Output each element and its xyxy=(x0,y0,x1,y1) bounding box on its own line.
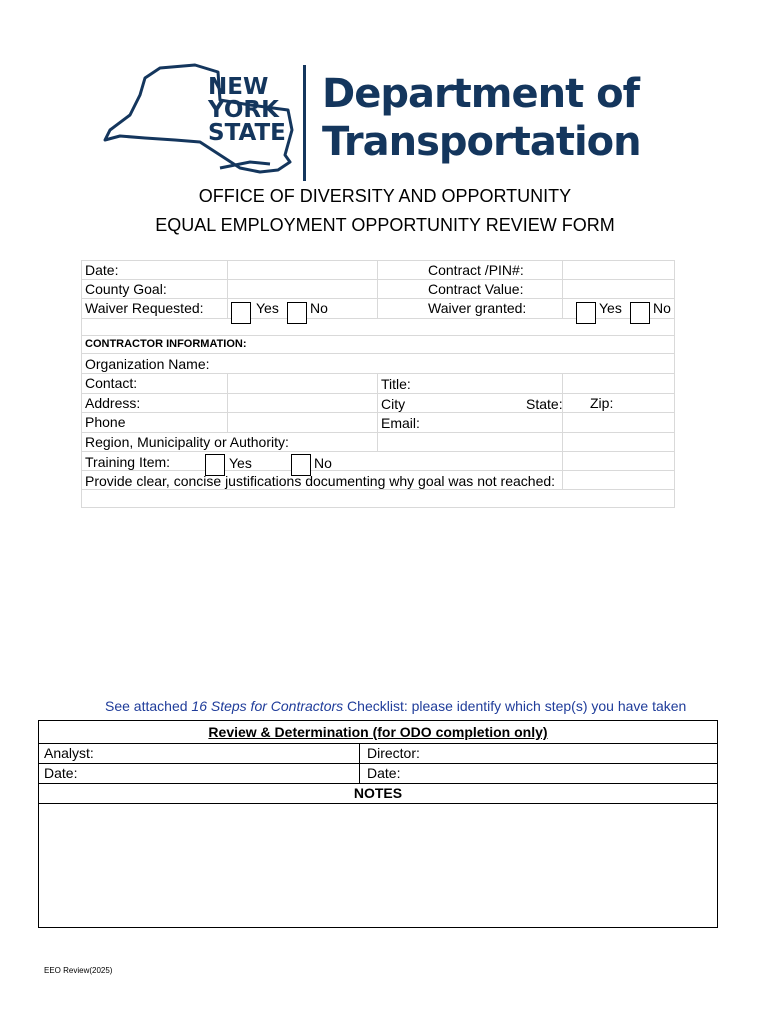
nys-word-1: NEW xyxy=(208,74,269,100)
nys-word-3: STATE xyxy=(208,120,286,146)
title-label: Title: xyxy=(381,376,411,392)
steps-note-prefix: See attached xyxy=(105,698,192,714)
form-title-line-2: EQUAL EMPLOYMENT OPPORTUNITY REVIEW FORM xyxy=(155,215,615,235)
training-item-label: Training Item: xyxy=(85,454,171,470)
nys-word-2: YORK xyxy=(208,97,279,123)
waiver-granted-no-checkbox[interactable] xyxy=(630,302,650,324)
address-label: Address: xyxy=(85,395,141,411)
county-goal-label: County Goal: xyxy=(85,281,167,297)
footer-revision: EEO Review(2025) xyxy=(44,966,113,975)
notes-label: NOTES xyxy=(353,785,403,801)
review-table xyxy=(38,720,718,928)
director-label: Director: xyxy=(367,745,420,761)
org-name-label: Organization Name: xyxy=(85,356,210,372)
zip-label: Zip: xyxy=(590,395,614,411)
city-label: City xyxy=(381,396,406,412)
contact-label: Contact: xyxy=(85,375,138,391)
waiver-granted-yes-checkbox[interactable] xyxy=(576,302,596,324)
review-date-right-label: Date: xyxy=(367,765,401,781)
nys-dot-logo xyxy=(100,60,641,185)
steps-note-suffix: Checklist: please identify which step(s) you have taken xyxy=(343,698,687,714)
phone-label: Phone xyxy=(85,414,126,430)
justification-label: Provide clear, concise justifications documenting why goal was not reached: xyxy=(85,473,556,489)
waiver-requested-yes-label: Yes xyxy=(256,300,279,316)
waiver-requested-yes-checkbox[interactable] xyxy=(231,302,251,324)
dept-wordmark xyxy=(322,70,641,166)
logo-divider xyxy=(303,65,306,181)
waiver-requested-label: Waiver Requested: xyxy=(85,300,204,316)
form-title-line-1: OFFICE OF DIVERSITY AND OPPORTUNITY xyxy=(198,186,572,206)
steps-note xyxy=(105,698,686,714)
review-heading: Review & Determination (for ODO completion only) xyxy=(208,724,548,740)
training-no-label: No xyxy=(314,455,332,471)
training-yes-label: Yes xyxy=(229,455,252,471)
waiver-requested-no-checkbox[interactable] xyxy=(287,302,307,324)
contractor-info-heading: CONTRACTOR INFORMATION: xyxy=(85,338,247,350)
nys-wordmark xyxy=(208,76,286,145)
waiver-granted-label: Waiver granted: xyxy=(428,300,527,316)
region-label: Region, Municipality or Authority: xyxy=(85,434,289,450)
waiver-requested-no-label: No xyxy=(310,300,328,316)
waiver-granted-no-label: No xyxy=(653,300,671,316)
email-label: Email: xyxy=(381,415,420,431)
date-label: Date: xyxy=(85,262,119,278)
state-label: State: xyxy=(526,396,563,412)
review-date-left-label: Date: xyxy=(44,765,78,781)
contract-value-label: Contract Value: xyxy=(428,281,524,297)
waiver-granted-yes-label: Yes xyxy=(599,300,622,316)
steps-note-italic: 16 Steps for Contractors xyxy=(191,698,344,714)
dept-line-1: Department of xyxy=(322,71,640,117)
analyst-label: Analyst: xyxy=(44,745,94,761)
contract-pin-label: Contract /PIN#: xyxy=(428,262,524,278)
dept-line-2: Transportation xyxy=(322,119,641,165)
